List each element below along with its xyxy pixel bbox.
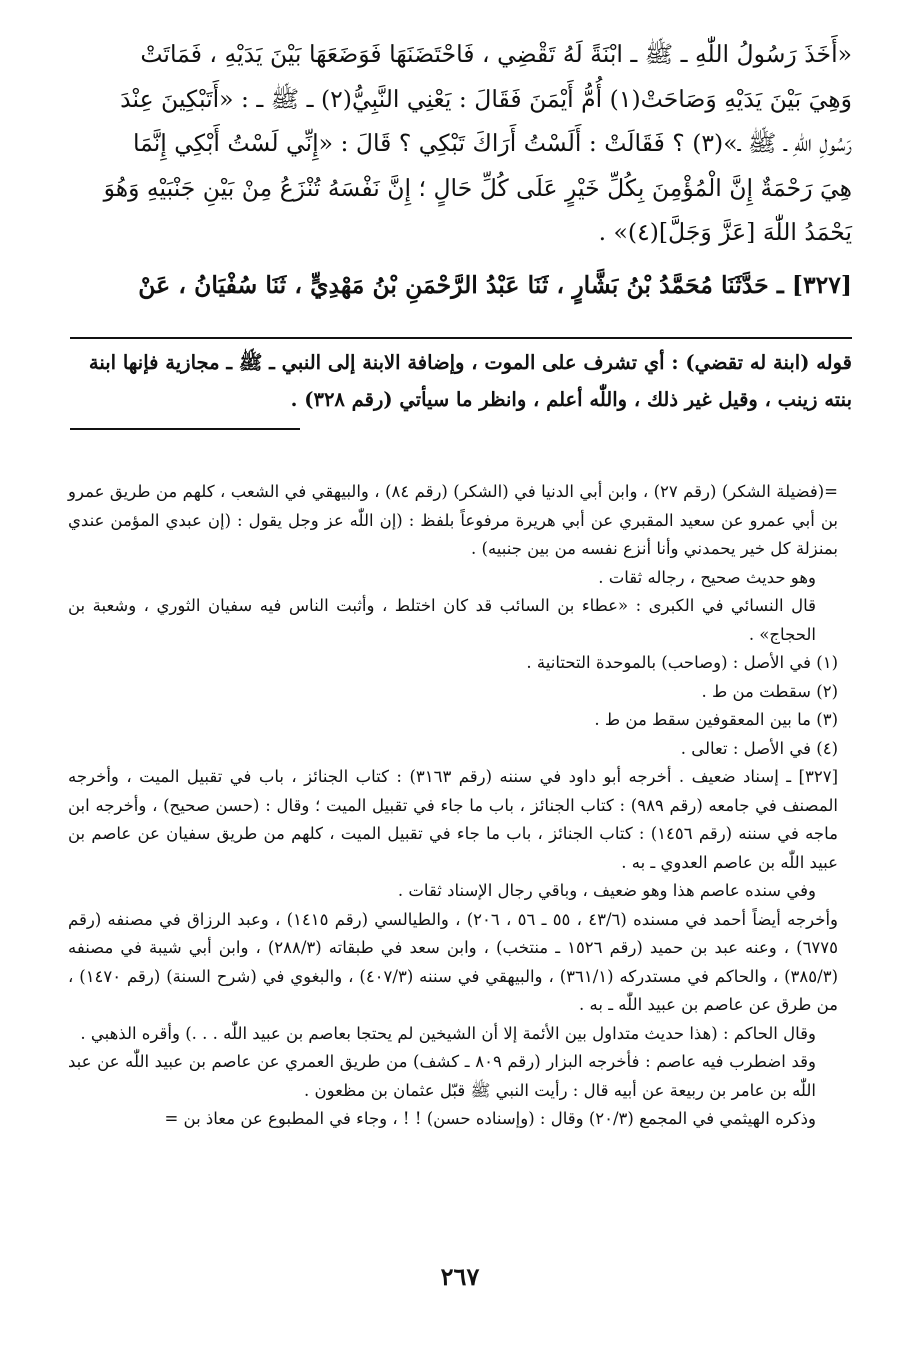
commentary-line: بنته زينب ، وقيل غير ذلك ، واللّٰه أعلم ، وانظر ما سيأتي (رقم ٣٢٨) . [290,388,852,411]
separator-rule [70,337,852,339]
main-text [98,32,852,307]
footnote-paragraph: وهو حديث صحيح ، رجاله ثقات . [598,567,816,587]
main-text-line: رَسُولِ اللّٰهِ ـ ﷺ ـ»(٣) ؟ فَقَالَتْ : أَلَسْتُ أَرَاكَ تَبْكِي ؟ قَالَ : «إِنِّي لَسْتُ أَبْكِي إِنَّمَا [132,129,852,157]
main-text-line: «أَخَذَ رَسُولُ اللّٰهِ ـ ﷺ ـ ابْنَةً لَهُ تَقْضِي ، فَاحْتَضَنَهَا فَوَضَعَهَا بَيْنَ يَدَيْهِ ، فَمَاتَتْ [140,40,852,68]
takhrij-paragraph: وفي سنده عاصم هذا وهو ضعيف ، وباقي رجال الإسناد ثقات . [397,881,816,900]
main-text-line: وَهِيَ بَيْنَ يَدَيْهِ وَصَاحَتْ(١) أُمُّ أَيْمَنَ فَقَالَ : يَعْنِي النَّبِيُّ(٢) ـ ﷺ ـ : «أَتَبْكِينَ عِنْدَ [120,84,852,113]
main-text-line: هِيَ رَحْمَةٌ إِنَّ الْمُؤْمِنَ بِكُلِّ خَيْرٍ عَلَى كُلِّ حَالٍ ؛ إِنَّ نَفْسَهُ تُنْزَعُ مِنْ بَيْنِ جَنْبَيْهِ وَهُوَ [103,173,852,202]
footnote-item: (١) في الأصل : (وصاحب) بالموحدة التحتانية . [526,653,838,672]
main-text-line: يَحْمَدُ اللّٰهَ [عَزَّ وَجَلَّ](٤)» . [598,218,852,246]
takhrij-paragraph: وذكره الهيثمي في المجمع (٢٠/٣) وقال : (وإسناده حسن) ! ! ، وجاء في المطبوع عن معاذ بن = [164,1109,816,1128]
takhrij-paragraph: وأخرجه أيضاً أحمد في مسنده (٤٣/٦ ، ٥٥ ـ ٥٦ ، ٢٠٦) ، والطيالسي (رقم ١٤١٥) ، وعبد الرزاق في مصنفه (رقم ٦٧٧٥) ، وعنه عبد بن حميد (رقم ١٥٢٦ ـ منتخب) ، وابن سعد في طبقاته (٢٨٨/٣) ، وابن أبي شيبة في مصنفه (٣٨٥/٣) ، والحاكم في مستدركه (٣٦١/١) ، والبيهقي في سننه (٤٠٧/٣) ، والبغوي في (شرح السنة) (رقم ١٤٧٠) ، من طرق عن عاصم بن عبيد اللّٰه ـ به . [68,909,839,1014]
hadith-heading: [٣٢٧] ـ حَدَّثَنَا مُحَمَّدُ بْنُ بَشَّارٍ ، ثَنَا عَبْدُ الرَّحْمَنِ بْنُ مَهْدِيٍّ ، ثَنَا سُفْيَانُ ، عَنْ [138,270,852,299]
footnote-paragraph: قال النسائي في الكبرى : «عطاء بن السائب قد كان اختلط ، وأثبت الناس فيه سفيان الثوري ، وشعبة بن الحجاج» . [68,596,816,644]
takhrij-paragraph: وقال الحاكم : (هذا حديث متداول بين الأئمة إلا أن الشيخين لم يحتجا بعاصم بن عبيد اللّٰه . . .) وأقره الذهبي . [80,1023,816,1043]
takhrij-paragraph: [٣٢٧] ـ إسناد ضعيف . أخرجه أبو داود في سننه (رقم ٣١٦٣) : كتاب الجنائز ، باب في تقبيل الميت ، وأخرجه المصنف في جامعه (رقم ٩٨٩) : كتاب الجنائز ، باب ما جاء في تقبيل الميت ؛ وقال : (حسن صحيح) ، وأخرجه ابن ماجه في سننه (رقم ١٤٥٦) : كتاب الجنائز ، باب ما جاء في تقبيل الميت ، كلهم من طريق سفيان عن عاصم بن عبيد اللّٰه بن عاصم العدوي ـ به . [68,767,839,872]
takhrij-paragraph: وقد اضطرب فيه عاصم : فأخرجه البزار (رقم ٨٠٩ ـ كشف) من طريق العمري عن عاصم بن عبيد اللّٰه عن عبد اللّٰه بن عامر بن ربيعة عن أبيه قال : رأيت النبي ﷺ قبّل عثمان بن مظعون . [68,1052,816,1100]
page-number: ٢٦٧ [440,1262,480,1291]
footnote-separator [70,428,300,430]
footnotes [68,478,838,1134]
footnote-item: (٤) في الأصل : تعالى . [680,738,838,758]
footnote-item: (٢) سقطت من ط . [701,681,838,701]
commentary [70,344,852,418]
commentary-line: قوله (ابنة له تقضي) : أي تشرف على الموت ، وإضافة الابنة إلى النبي ـ ﷺ ـ مجازية فإنها ابنة [88,351,852,374]
footnote-paragraph: =(فضيلة الشكر) (رقم ٢٧) ، وابن أبي الدنيا في (الشكر) (رقم ٨٤) ، والبيهقي في الشعب ، كلهم من طريق عمرو بن أبي عمرو عن سعيد المقبري عن أبي هريرة مرفوعاً بلفظ : (إن اللّٰه عز وجل يقول : (إن عبدي المؤمن عندي بمنزلة كل خير يحمدني وأنا أنزع نفسه من بين جنبيه) . [68,482,838,558]
footnote-item: (٣) ما بين المعقوفين سقط من ط . [594,710,838,729]
